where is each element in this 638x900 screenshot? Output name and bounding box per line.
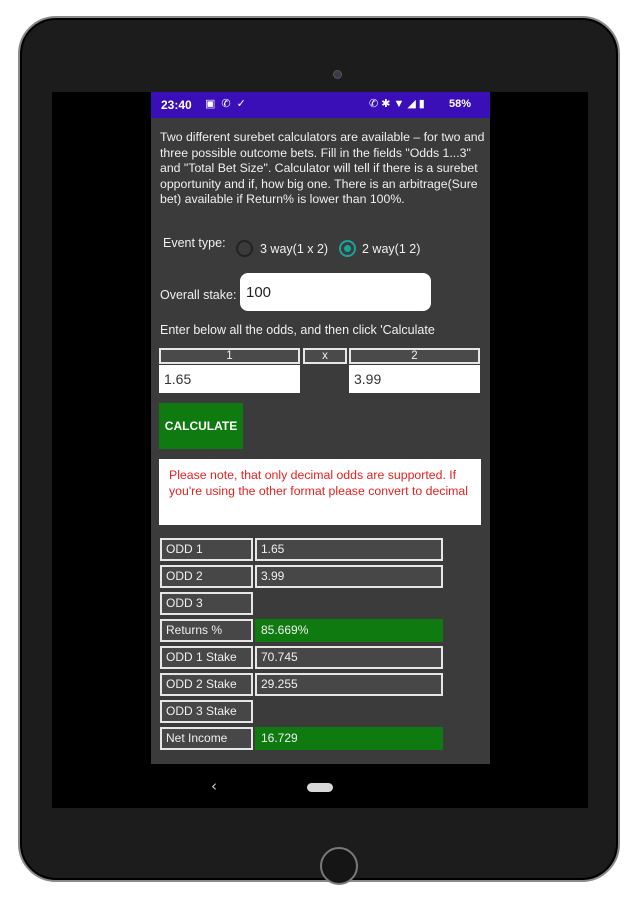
decimal-odds-note: Please note, that only decimal odds are supported. If you're using the other format please convert to decimal — [159, 459, 481, 525]
radio-2-way[interactable] — [339, 240, 356, 257]
result-label: ODD 1 Stake — [160, 646, 253, 669]
status-time: 23:40 — [161, 98, 192, 112]
radio-3-way-label[interactable]: 3 way(1 x 2) — [260, 242, 329, 256]
result-label: ODD 3 — [160, 592, 253, 615]
net-income-value: 16.729 — [255, 727, 443, 750]
result-label: ODD 2 — [160, 565, 253, 588]
result-label: Returns % — [160, 619, 253, 642]
odds-2-input[interactable] — [349, 365, 480, 393]
odds-header-2: 2 — [349, 348, 480, 364]
result-value — [255, 592, 443, 615]
radio-3-way[interactable] — [236, 240, 253, 257]
overall-stake-input[interactable] — [240, 273, 431, 311]
odds-header-x: x — [303, 348, 347, 364]
home-button[interactable] — [320, 847, 358, 885]
odds-1-input[interactable] — [159, 365, 300, 393]
intro-text: Two different surebet calculators are available – for two and three possible outcome bets. Fill in the fields "Odds 1...3" and "Total Bet Size". Calculator will tell if there is a surebet opportunity and if, how big one. There is an arbitrage(Sure bet) available if Return% is lower than 100%. — [160, 130, 485, 206]
result-value: 29.255 — [255, 673, 443, 696]
home-nav-pill[interactable] — [307, 783, 333, 792]
result-value: 70.745 — [255, 646, 443, 669]
result-label: ODD 3 Stake — [160, 700, 253, 723]
result-label: ODD 1 — [160, 538, 253, 561]
result-value: 3.99 — [255, 565, 443, 588]
status-bar — [151, 92, 490, 118]
overall-stake-label: Overall stake: — [160, 288, 237, 302]
back-nav-icon[interactable]: ‹ — [211, 777, 217, 795]
radio-2-way-label[interactable]: 2 way(1 2) — [362, 242, 421, 256]
calculate-button[interactable]: CALCULATE — [159, 403, 243, 449]
result-label: Net Income — [160, 727, 253, 750]
event-type-label: Event type: — [163, 236, 226, 250]
bluetooth-icon: ✱ — [381, 98, 394, 110]
phone-icon: ✆ — [221, 98, 237, 110]
result-value: 1.65 — [255, 538, 443, 561]
app-window — [151, 92, 490, 764]
wifi-icon: ▼ — [393, 98, 408, 110]
returns-percent-value: 85.669% — [255, 619, 443, 642]
result-value — [255, 700, 443, 723]
camera-icon — [333, 70, 342, 79]
check-icon: ✓ — [236, 98, 252, 110]
battery-percent: 58% — [449, 98, 472, 110]
result-label: ODD 2 Stake — [160, 673, 253, 696]
notification-icons — [205, 97, 252, 110]
battery-icon: ▮ — [418, 98, 428, 110]
instruction-text: Enter below all the odds, and then click 'Calculate — [160, 323, 435, 337]
image-icon: ▣ — [205, 98, 222, 110]
signal-icon: ◢ — [407, 98, 419, 110]
system-icons — [369, 97, 428, 110]
call-wifi-icon: ✆ — [369, 98, 382, 110]
odds-header-1: 1 — [159, 348, 300, 364]
